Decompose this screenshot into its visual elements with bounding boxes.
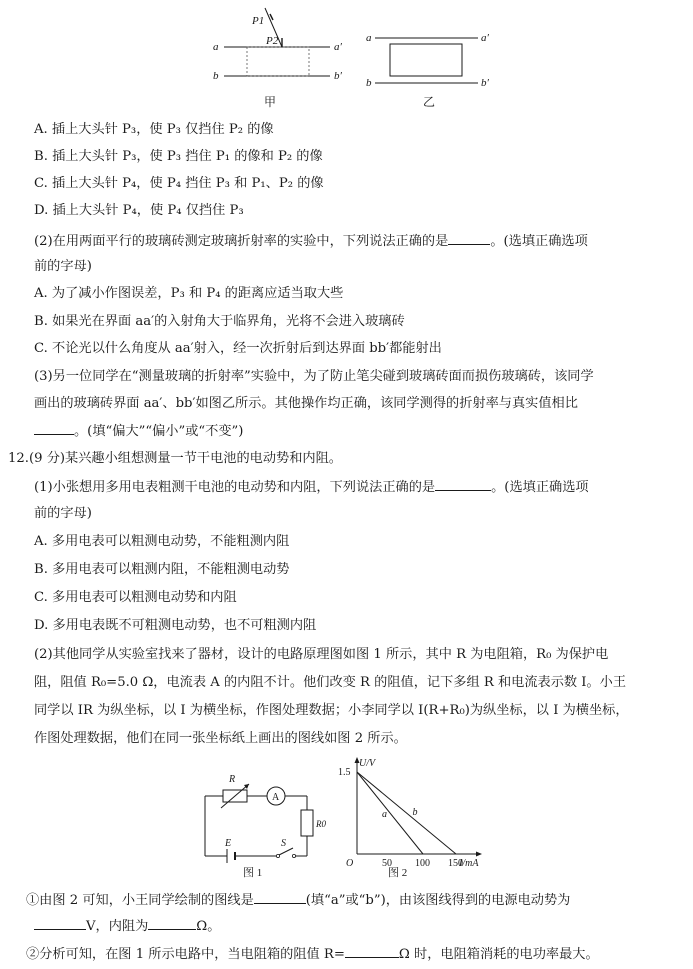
q12-sub1-blank-emf[interactable] (34, 917, 86, 930)
y-tick-label: 1.5 (338, 767, 351, 778)
series-line-b (357, 772, 456, 854)
q11-option-a: A. 插上大头针 P₃，使 P₃ 仅挡住 P₂ 的像 (34, 122, 274, 137)
q12-sub1-text-c: V，内阻为 (86, 919, 149, 934)
label-e: E (225, 838, 232, 849)
q11-part2-option-c: C. 不论光以什么角度从 aa′射入，经一次折射后到达界面 bb′都能射出 (34, 341, 442, 356)
pin-p1 (270, 14, 273, 20)
label-a-right: a′ (334, 41, 342, 53)
q12-part2-line4: 作图处理数据，他们在同一张坐标纸上画出的图线如图 2 所示。 (34, 731, 407, 746)
x-tick-label: 100 (415, 858, 430, 869)
q12-part1-tail: 。(选填正确选项 (491, 480, 589, 495)
label-r0: R0 (316, 819, 326, 829)
q12-part1-question (34, 478, 589, 497)
q11-option-d: D. 插上大头针 P₄，使 P₄ 仅挡住 P₃ (34, 203, 244, 218)
origin-label: O (346, 858, 354, 869)
label-a2-left: a (366, 32, 372, 44)
q11-part2-tail: 。(选填正确选项 (490, 234, 588, 249)
q12-part1-text: (1)小张想用多用电表粗测干电池的电动势和内阻，下列说法正确的是 (34, 480, 436, 495)
q11-part2-cont: 前的字母) (34, 259, 92, 274)
figure-jia-yi (200, 6, 500, 110)
circuit-svg (195, 770, 335, 880)
y-axis-label: U/V (359, 758, 376, 769)
caption-fig2: 图 2 (388, 867, 408, 878)
ui-graph-figure (330, 752, 510, 878)
q12-title: 12.(9 分)某兴趣小组想测量一节干电池的电动势和内阻。 (8, 451, 342, 466)
q12-sub2-line (26, 945, 599, 964)
glass-block-yi (390, 44, 462, 76)
x-tick-label: 150 (448, 858, 463, 869)
label-r: R (229, 774, 236, 785)
q12-sub2-text-b: Ω 时，电阻箱消耗的电功率最大。 (398, 947, 599, 962)
q12-option-c: C. 多用电表可以粗测电动势和内阻 (34, 590, 237, 605)
figure-jia-yi-svg (200, 6, 500, 110)
label-b2-right: b′ (481, 77, 489, 89)
label-a: A (272, 792, 280, 803)
q12-sub1-line2 (34, 917, 220, 936)
q12-sub1-line1 (26, 891, 570, 910)
q11-part2-question (34, 232, 588, 251)
q11-option-c: C. 插上大头针 P₄，使 P₄ 挡住 P₃ 和 P₁、P₂ 的像 (34, 176, 324, 191)
q12-option-a: A. 多用电表可以粗测电动势，不能粗测内阻 (34, 534, 290, 549)
q11-part3-line3 (34, 422, 243, 441)
label-a2-right: a′ (481, 32, 489, 44)
q11-part3-line1: (3)另一位同学在“测量玻璃的折射率”实验中，为了防止笔尖碰到玻璃砖面而损伤玻璃砖，该同学 (34, 369, 594, 384)
x-tick-label: 50 (382, 858, 392, 869)
q12-part1-blank[interactable] (435, 478, 491, 491)
q12-sub1-text-a: ①由图 2 可知，小王同学绘制的图线是 (26, 893, 254, 908)
q12-sub1-text-b: (填“a”或“b”)，由该图线得到的电源电动势为 (305, 893, 571, 908)
q12-part2-line3: 同学以 IR 为纵坐标，以 I 为横坐标，作图处理数据；小李同学以 I(R+R₀)为纵坐标，以 I 为横坐标， (34, 703, 629, 718)
q12-sub2-blank[interactable] (345, 945, 399, 958)
circuit-figure (195, 770, 335, 880)
caption-yi: 乙 (423, 95, 436, 109)
label-b-left: b (213, 70, 219, 82)
q11-part2-option-a: A. 为了减小作图误差，P₃ 和 P₄ 的距离应适当取大些 (34, 286, 344, 301)
q12-option-b: B. 多用电表可以粗测内阻，不能粗测电动势 (34, 562, 290, 577)
q12-sub1-blank-line[interactable] (254, 891, 306, 904)
series-label-a: a (382, 809, 387, 820)
x-axis-label: I/mA (459, 858, 479, 869)
q11-part2-text: (2)在用两面平行的玻璃砖测定玻璃折射率的实验中，下列说法正确的是 (34, 234, 449, 249)
q12-sub1-blank-r[interactable] (148, 917, 196, 930)
series-label-b: b (412, 807, 418, 818)
caption-fig1: 图 1 (243, 867, 263, 879)
q11-option-b: B. 插上大头针 P₃，使 P₃ 挡住 P₁ 的像和 P₂ 的像 (34, 149, 323, 164)
q11-part2-blank[interactable] (448, 232, 490, 245)
q11-part3-blank[interactable] (34, 422, 74, 435)
q11-part2-option-b: B. 如果光在界面 aa′的入射角大于临界角，光将不会进入玻璃砖 (34, 314, 405, 329)
label-b-right: b′ (334, 70, 342, 82)
switch-lever (279, 848, 293, 855)
label-s: S (281, 838, 286, 849)
resistor-r0 (301, 810, 313, 836)
caption-jia: 甲 (264, 95, 277, 109)
q12-sub1-text-d: Ω。 (196, 919, 221, 934)
glass-block-jia (247, 47, 309, 76)
label-p1: P1 (252, 15, 265, 27)
ui-graph-svg (330, 752, 510, 878)
q12-part2-line2: 阻，阻值 R₀=5.0 Ω，电流表 A 的内阻不计。他们改变 R 的阻值，记下多组 R 和电流表示数 I。小王 (34, 675, 627, 690)
q11-part3-tail: 。(填“偏大”“偏小”或“不变”) (74, 424, 244, 439)
q12-part2-line1: (2)其他同学从实验室找来了器材，设计的电路原理图如图 1 所示，其中 R 为电阻箱，R₀ 为保护电 (34, 647, 609, 662)
q11-part3-line2: 画出的玻璃砖界面 aa′、bb′如图乙所示。其他操作均正确，该同学测得的折射率与真实值相比 (34, 396, 578, 411)
q12-option-d: D. 多用电表既不可粗测电动势，也不可粗测内阻 (34, 618, 317, 633)
q12-sub2-text-a: ②分析可知，在图 1 所示电路中，当电阻箱的阻值 R= (26, 947, 345, 962)
label-b2-left: b (366, 77, 372, 89)
label-p2: P2 (266, 35, 279, 47)
label-a-left: a (213, 41, 219, 53)
q12-part1-cont: 前的字母) (34, 506, 92, 521)
